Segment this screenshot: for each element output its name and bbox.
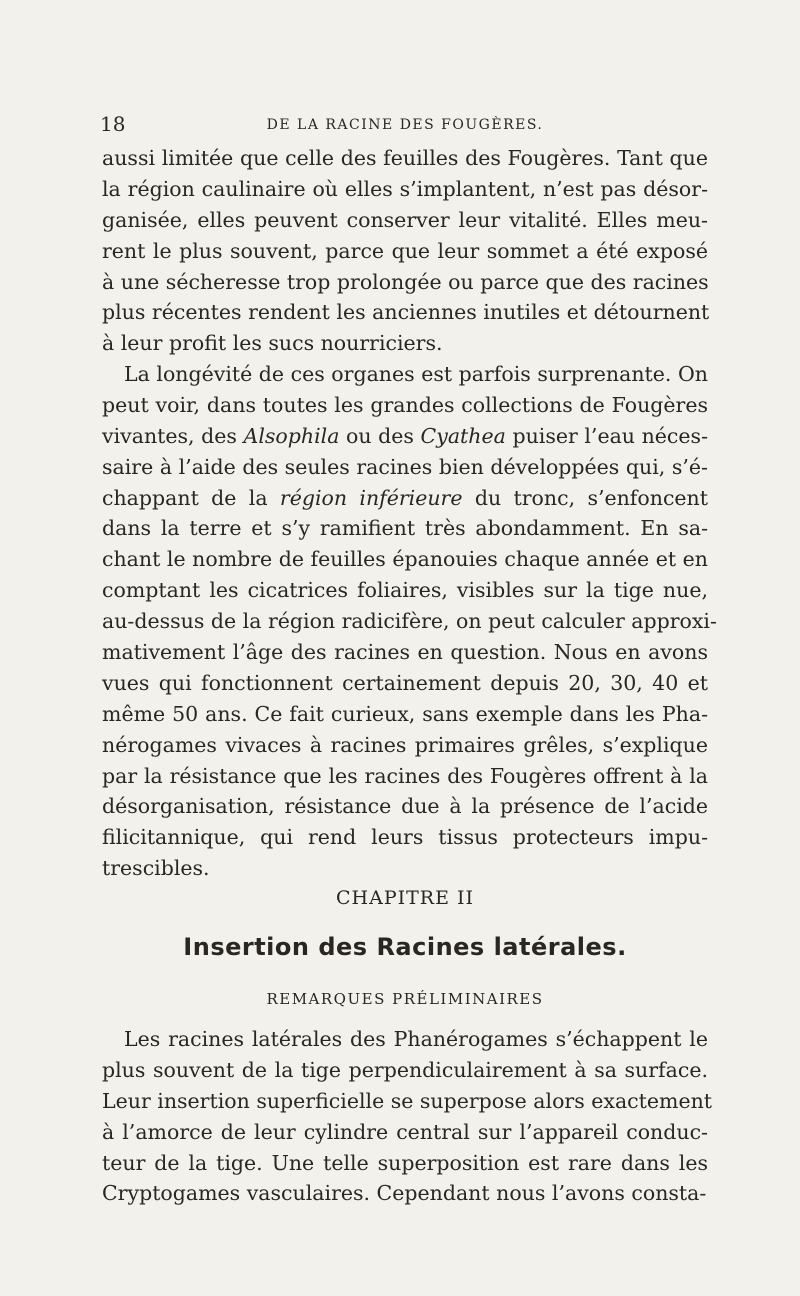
- text-run: Les racines latérales des Phanérogames s’échappent le: [124, 1027, 708, 1051]
- text-run: teur de la tige. Une telle superposition est rare dans les: [102, 1150, 708, 1175]
- paragraph-3: [102, 1024, 713, 1209]
- text-line: [102, 575, 708, 606]
- paragraph-1: [102, 143, 708, 359]
- text-line: [102, 452, 708, 483]
- text-run: mativement l’âge des racines en question. Nous en avons: [102, 640, 708, 665]
- text-run: au-dessus de la région radicifère, on peut calculer approxi-: [102, 609, 717, 634]
- text-line: [102, 1055, 708, 1086]
- text-line: [102, 1024, 708, 1055]
- text-run: plus souvent de la tige perpendiculairement à sa surface.: [102, 1057, 708, 1082]
- text-line: [102, 761, 708, 792]
- text-run: nérogames vivaces à racines primaires grêles, s’explique: [102, 732, 708, 757]
- text-line: [102, 668, 708, 699]
- text-line: [102, 853, 708, 884]
- text-run: à leur profit les sucs nourriciers.: [102, 331, 443, 356]
- text-line: [102, 267, 708, 298]
- text-run: chappant de la: [102, 485, 280, 510]
- italic-term: Alsophila: [243, 423, 340, 448]
- text-run: puiser l’eau néces-: [505, 423, 708, 448]
- text-line: [102, 1178, 708, 1209]
- text-line: [102, 390, 708, 421]
- text-run: la région caulinaire où elles s’implantent, n’est pas désor-: [102, 176, 708, 201]
- text-line: [102, 544, 708, 575]
- text-run: Leur insertion superficielle se superpose alors exactement: [102, 1088, 713, 1113]
- text-run: ganisée, elles peuvent conserver leur vitalité. Elles meu-: [102, 207, 708, 232]
- text-line: [102, 359, 708, 390]
- text-run: désorganisation, résistance due à la présence de l’acide: [102, 794, 708, 819]
- text-line: [102, 297, 708, 328]
- text-line: [102, 1086, 713, 1117]
- text-run: dans la terre et s’y ramifient très abondamment. En sa-: [102, 516, 708, 541]
- text-line: [102, 143, 708, 174]
- text-run: saire à l’aide des seules racines bien développées qui, s’é-: [102, 454, 708, 479]
- text-run: La longévité de ces organes est parfois surprenante. On: [124, 362, 708, 386]
- text-run: peut voir, dans toutes les grandes collections de Fougères: [102, 392, 708, 417]
- text-run: rent le plus souvent, parce que leur sommet a été exposé: [102, 238, 708, 263]
- text-line: [102, 791, 708, 822]
- page-number: 18: [100, 112, 126, 136]
- text-line: [102, 236, 708, 267]
- text-line: [102, 699, 708, 730]
- text-line: [102, 1117, 708, 1148]
- text-run: même 50 ans. Ce fait curieux, sans exemple dans les Pha-: [102, 701, 708, 726]
- text-line: [102, 205, 708, 236]
- section-heading: REMARQUES PRÉLIMINAIRES: [266, 990, 544, 1008]
- text-run: du tronc, s’enfoncent: [462, 485, 708, 510]
- paragraph-2: [102, 359, 717, 884]
- text-run: aussi limitée que celle des feuilles des Fougères. Tant que: [102, 146, 708, 170]
- chapter-title: Insertion des Racines latérales.: [183, 933, 627, 961]
- italic-term: Cyathea: [420, 423, 506, 448]
- chapter-number: CHAPITRE II: [335, 887, 475, 909]
- text-line: [102, 1148, 708, 1179]
- text-line: [102, 328, 708, 359]
- text-line: [102, 822, 708, 853]
- text-run: chant le nombre de feuilles épanouies chaque année et en: [102, 547, 708, 572]
- text-run: plus récentes rendent les anciennes inutiles et détournent: [102, 300, 710, 325]
- text-run: à une sécheresse trop prolongée ou parce que des racines: [102, 269, 709, 294]
- italic-term: région inférieure: [279, 485, 463, 510]
- text-run: vivantes, des: [102, 423, 244, 448]
- text-run: par la résistance que les racines des Fougères offrent à la: [102, 763, 708, 788]
- text-run: vues qui fonctionnent certainement depuis 20, 30, 40 et: [102, 670, 708, 695]
- text-line: [102, 606, 717, 637]
- text-run: à l’amorce de leur cylindre central sur l’appareil conduc-: [102, 1119, 708, 1144]
- text-line: [102, 730, 708, 761]
- text-run: filicitannique, qui rend leurs tissus protecteurs impu-: [102, 825, 708, 850]
- text-run: Cryptogames vasculaires. Cependant nous l’avons consta-: [102, 1181, 707, 1206]
- text-line: [102, 421, 708, 452]
- running-head: DE LA RACINE DES FOUGÈRES.: [266, 117, 544, 133]
- text-line: [102, 513, 708, 544]
- text-line: [102, 174, 708, 205]
- text-run: trescibles.: [102, 856, 210, 881]
- text-run: comptant les cicatrices foliaires, visibles sur la tige nue,: [102, 578, 708, 603]
- text-line: [102, 637, 708, 668]
- text-run: ou des: [339, 423, 421, 448]
- text-line: [102, 483, 708, 514]
